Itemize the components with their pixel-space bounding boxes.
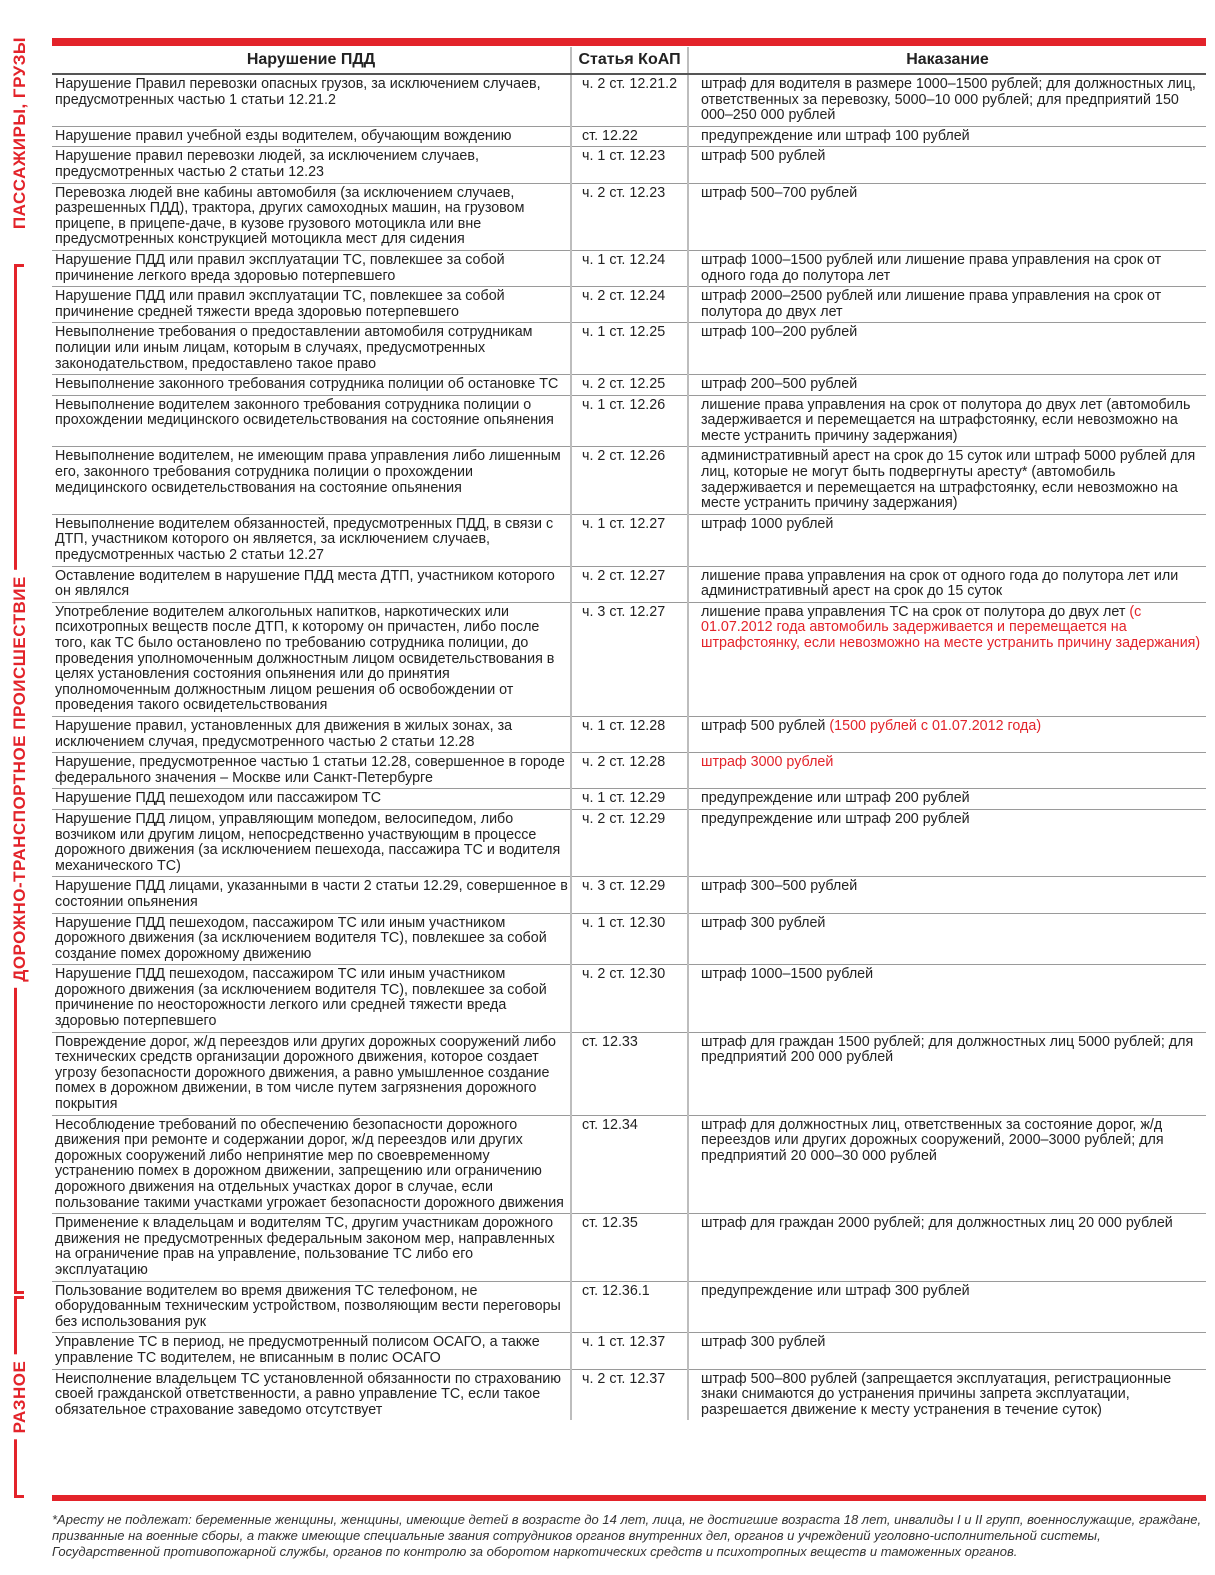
penalty-cell	[688, 514, 1206, 566]
section-label: ДОРОЖНО-ТРАНСПОРТНОЕ ПРОИСШЕСТВИЕ	[10, 570, 30, 988]
violation-cell: Невыполнение законного требования сотрудника полиции об остановке ТС	[52, 375, 571, 396]
table-row	[52, 375, 1206, 396]
article-cell: ч. 2 ст. 12.37	[571, 1369, 688, 1420]
article-cell: ст. 12.36.1	[571, 1281, 688, 1333]
violation-cell: Неисполнение владельцем ТС установленной обязанности по страхованию своей гражданской ответственности, а равно управление ТС, если такое обязательное страхование заведомо отсутствует	[55, 1370, 562, 1418]
header-article: Статья КоАП	[571, 47, 688, 74]
article-cell: ч. 2 ст. 12.28	[571, 753, 688, 789]
penalty-cell	[688, 789, 1206, 810]
article-cell: ч. 1 ст. 12.24	[571, 250, 688, 286]
article-cell: ч. 1 ст. 12.23	[571, 147, 688, 183]
article-cell: ст. 12.34	[571, 1115, 688, 1214]
table-row	[52, 126, 1206, 147]
penalty-cell	[688, 287, 1206, 323]
article-cell: ч. 2 ст. 12.24	[571, 287, 688, 323]
article-cell: ч. 3 ст. 12.29	[571, 877, 688, 913]
violation-cell: Употребление водителем алкогольных напитков, наркотических или психотропных веществ после ДТП, к которому он причастен, либо после того, как ТС было остановлено по требованию сотрудника полиции, до проведения уполномоченным должностным лицом освидетельствования в целях установления состояния опьянения или до принятия уполномоченным должностным лицом решения об освобождении от проведения такого освидетельствования	[52, 602, 571, 716]
violation-cell: Оставление водителем в нарушение ПДД места ДТП, участником которого он являлся	[52, 566, 571, 602]
penalty-cell	[688, 1032, 1206, 1115]
violations-table	[52, 47, 1206, 1420]
section-misc	[0, 1296, 50, 1498]
violation-cell: Нарушение ПДД лицом, управляющим мопедом, велосипедом, либо возчиком или другим лицом, непосредственно участвующим в процессе дорожного движения (за исключением пешехода, пассажира ТС и водителя механического ТС)	[52, 809, 571, 876]
penalty-text: штраф для должностных лиц, ответственных за состояние дорог, ж/д переездов или других дорожных сооружений, 2000–3000 рублей; для предприятий 20 000–30 000 рублей	[701, 1116, 1164, 1164]
penalty-text: штраф 100–200 рублей	[701, 324, 858, 341]
penalty-cell	[688, 74, 1206, 126]
penalty-text: лишение права управления на срок от полутора до двух лет (автомобиль задерживается и перемещается на штрафстоянку, если невозможно на месте устранить причину задержания)	[701, 396, 1191, 444]
penalty-text: предупреждение или штраф 100 рублей	[701, 127, 970, 144]
penalty-text: предупреждение или штраф 200 рублей	[701, 810, 970, 827]
bottom-red-bar	[52, 1495, 1206, 1501]
article-cell: ч. 2 ст. 12.29	[571, 809, 688, 876]
violation-cell: Невыполнение водителем обязанностей, предусмотренных ПДД, в связи с ДТП, участником которого он является, за исключением случаев, предусмотренных частью 2 статьи 12.27	[52, 514, 571, 566]
penalty-text: предупреждение или штраф 300 рублей	[701, 1282, 970, 1299]
penalty-text: лишение права управления ТС на срок от полутора до двух лет	[701, 603, 1126, 620]
top-red-bar	[52, 38, 1206, 46]
article-cell: ч. 2 ст. 12.26	[571, 447, 688, 514]
violation-cell: Перевозка людей вне кабины автомобиля (за исключением случаев, разрешенных ПДД), трактора, других самоходных машин, на грузовом прицепе, в прицепе-даче, в кузове грузового мотоцикла или вне предусмотренных конструкцией мотоцикла мест для сидения	[52, 183, 571, 250]
penalty-cell	[688, 126, 1206, 147]
penalty-text: штраф 500–800 рублей (запрещается эксплуатация, регистрационные знаки снимаются до устранения причины запрета эксплуатации, разрешается движение к месту устранения в течение суток)	[701, 1370, 1172, 1418]
violation-cell: Пользование водителем во время движения ТС телефоном, не оборудованным техническим устройством, позволяющим вести переговоры без использования рук	[52, 1281, 571, 1333]
table-row	[52, 323, 1206, 375]
penalty-cell	[688, 1369, 1206, 1420]
penalty-cell	[688, 913, 1206, 965]
table-row	[52, 1115, 1206, 1214]
article-cell: ч. 2 ст. 12.25	[571, 375, 688, 396]
table-row	[52, 1369, 1206, 1420]
penalty-text: штраф 300–500 рублей	[701, 878, 858, 895]
section-label: ПАССАЖИРЫ, ГРУЗЫ	[10, 31, 30, 235]
table-row	[52, 395, 1206, 447]
penalty-change-note: (с 01.07.2012 года автомобиль задерживается и перемещается на штрафстоянку, если невозможно на месте устранить причину задержания)	[701, 603, 1201, 651]
violation-cell: Нарушение ПДД пешеходом, пассажиром ТС или иным участником дорожного движения (за исключением водителя ТС), повлекшее за собой создание помех дорожному движению	[52, 913, 571, 965]
table-row	[52, 250, 1206, 286]
table-row	[52, 753, 1206, 789]
penalty-text: штраф 2000–2500 рублей или лишение права управления на срок от полутора до двух лет	[701, 288, 1162, 320]
table-row	[52, 877, 1206, 913]
violation-cell: Невыполнение требования о предоставлении автомобиля сотрудникам полиции или иным лицам, которым в случаях, предусмотренных законодательством, предоставлено такое право	[52, 323, 571, 375]
article-cell: ч. 1 ст. 12.26	[571, 395, 688, 447]
article-cell: ч. 1 ст. 12.37	[571, 1333, 688, 1369]
penalty-cell	[688, 250, 1206, 286]
penalty-cell	[688, 323, 1206, 375]
penalty-text: штраф 300 рублей	[701, 914, 826, 931]
article-cell: ч. 2 ст. 12.23	[571, 183, 688, 250]
table-row	[52, 602, 1206, 716]
article-cell: ч. 2 ст. 12.27	[571, 566, 688, 602]
penalty-text: штраф 1000 рублей	[701, 515, 834, 532]
article-cell: ч. 3 ст. 12.27	[571, 602, 688, 716]
penalty-text: штраф 1000–1500 рублей	[701, 966, 874, 983]
violation-cell: Нарушение ПДД пешеходом или пассажиром ТС	[52, 789, 571, 810]
penalty-cell	[688, 716, 1206, 752]
penalty-change-note: (1500 рублей с 01.07.2012 года)	[829, 717, 1042, 734]
violation-cell: Нарушение ПДД или правил эксплуатации ТС, повлекшее за собой причинение средней тяжести вреда здоровью потерпевшего	[52, 287, 571, 323]
penalty-text: штраф 200–500 рублей	[701, 376, 858, 393]
penalty-text: штраф 500 рублей	[701, 148, 826, 165]
penalty-text: предупреждение или штраф 200 рублей	[701, 790, 970, 807]
article-cell: ч. 1 ст. 12.25	[571, 323, 688, 375]
table-header-row	[52, 47, 1206, 74]
article-cell: ч. 1 ст. 12.27	[571, 514, 688, 566]
table-row	[52, 74, 1206, 126]
article-cell: ст. 12.33	[571, 1032, 688, 1115]
penalty-cell	[688, 1115, 1206, 1214]
violation-cell: Нарушение ПДД или правил эксплуатации ТС, повлекшее за собой причинение легкого вреда здоровью потерпевшего	[52, 250, 571, 286]
penalty-cell	[688, 965, 1206, 1032]
penalty-text: административный арест на срок до 15 суток или штраф 5000 рублей для лиц, которые не могут быть подвергнуты аресту* (автомобиль задерживается и перемещается на штрафстоянку, если невозможно на месте устранить причину задержания)	[701, 448, 1196, 512]
penalty-text: штраф для граждан 1500 рублей; для должностных лиц 5000 рублей; для предприятий 200 000 рублей	[701, 1033, 1194, 1066]
table-row	[52, 514, 1206, 566]
article-cell: ч. 2 ст. 12.30	[571, 965, 688, 1032]
penalty-cell	[688, 566, 1206, 602]
penalty-cell	[688, 183, 1206, 250]
article-cell: ч. 1 ст. 12.30	[571, 913, 688, 965]
penalty-text: штраф для водителя в размере 1000–1500 рублей; для должностных лиц, ответственных за перевозку, 5000–10 000 рублей; для предприятий 150 000–250 000 рублей	[701, 76, 1196, 124]
penalty-cell	[688, 1214, 1206, 1281]
penalty-text: штраф для граждан 2000 рублей; для должностных лиц 20 000 рублей	[701, 1215, 1173, 1232]
violation-cell: Нарушение правил учебной езды водителем, обучающим вождению	[52, 126, 571, 147]
penalty-cell	[688, 602, 1206, 716]
article-cell: ст. 12.35	[571, 1214, 688, 1281]
table-row	[52, 1032, 1206, 1115]
section-label: РАЗНОЕ	[10, 1355, 30, 1440]
footnote: *Аресту не подлежат: беременные женщины, женщины, имеющие детей в возрасте до 14 лет, лица, не достигшие возраста 18 лет, инвалиды I и II групп, военнослужащие, граждане, призванные на военные сборы, а также имеющие специальные звания сотрудников органов внутренних дел, органов и учреждений уголовно-исполнительной системы, Государственной противопожарной службы, органов по контролю за оборотом наркотических средств и психотропных веществ и таможенных органов.	[52, 1512, 1202, 1559]
table-row	[52, 1281, 1206, 1333]
violation-cell: Нарушение, предусмотренное частью 1 статьи 12.28, совершенное в городе федерального значения – Москве или Санкт-Петербурге	[52, 753, 571, 789]
header-penalty: Наказание	[688, 47, 1206, 74]
penalty-cell	[688, 147, 1206, 183]
table-row	[52, 913, 1206, 965]
table-row	[52, 789, 1206, 810]
violation-cell: Несоблюдение требований по обеспечению безопасности дорожного движения при ремонте и содержании дорог, ж/д переездов или других дорожных сооружений либо непринятие мер по своевременному устранению помех в дорожном движении, запрещению или ограничению дорожного движения на отдельных участках дорог в случае, если пользование такими участками угрожает безопасности дорожного движения	[52, 1115, 571, 1214]
table-row	[52, 287, 1206, 323]
penalty-cell	[688, 375, 1206, 396]
violation-cell: Нарушение ПДД пешеходом, пассажиром ТС или иным участником дорожного движения (за исключением водителя ТС), повлекшее за собой причинение по неосторожности легкого или средней тяжести вреда здоровью потерпевшего	[52, 965, 571, 1032]
penalty-cell	[688, 809, 1206, 876]
penalty-text: штраф 300 рублей	[701, 1334, 826, 1351]
table-row	[52, 1214, 1206, 1281]
table-row	[52, 1333, 1206, 1369]
violation-cell: Невыполнение водителем законного требования сотрудника полиции о прохождении медицинского освидетельствования на состояние опьянения	[52, 395, 571, 447]
table-row	[52, 716, 1206, 752]
table-row	[52, 566, 1206, 602]
header-violation: Нарушение ПДД	[52, 47, 571, 74]
section-passengers-cargo	[0, 2, 50, 264]
penalty-cell	[688, 753, 1206, 789]
section-road-accident	[0, 264, 50, 1294]
violation-cell: Управление ТС в период, не предусмотренный полисом ОСАГО, а также управление ТС водителем, не вписанным в полис ОСАГО	[52, 1333, 571, 1369]
article-cell: ч. 2 ст. 12.21.2	[571, 74, 688, 126]
penalty-text: штраф 1000–1500 рублей или лишение права управления на срок от одного года до полутора лет	[701, 251, 1162, 284]
article-cell: ч. 1 ст. 12.28	[571, 716, 688, 752]
violation-cell: Нарушение правил перевозки людей, за исключением случаев, предусмотренных частью 2 статьи 12.23	[52, 147, 571, 183]
table-row	[52, 965, 1206, 1032]
table-row	[52, 809, 1206, 876]
table-row	[52, 447, 1206, 514]
penalty-cell	[688, 447, 1206, 514]
table-row	[52, 147, 1206, 183]
article-cell: ч. 1 ст. 12.29	[571, 789, 688, 810]
penalty-cell	[688, 1333, 1206, 1369]
violation-cell: Повреждение дорог, ж/д переездов или других дорожных сооружений либо технических средств организации дорожного движения, которое создает угрозу безопасности дорожного движения, а равно умышленное создание помех в дорожном движении, в том числе путем загрязнения дорожного покрытия	[52, 1032, 571, 1115]
table-row	[52, 183, 1206, 250]
penalty-text: лишение права управления на срок от одного года до полутора лет или административный арест на срок до 15 суток	[701, 567, 1179, 600]
violation-cell: Нарушение Правил перевозки опасных грузов, за исключением случаев, предусмотренных частью 1 статьи 12.21.2	[52, 74, 571, 126]
penalty-cell	[688, 877, 1206, 913]
article-cell: ст. 12.22	[571, 126, 688, 147]
penalty-cell	[688, 395, 1206, 447]
violation-cell: Невыполнение водителем, не имеющим права управления либо лишенным его, законного требования сотрудника полиции о прохождении медицинского освидетельствования на состояние опьянения	[52, 447, 571, 514]
violation-cell: Нарушение ПДД лицами, указанными в части 2 статьи 12.29, совершенное в состоянии опьянения	[52, 877, 571, 913]
penalty-text: штраф 500–700 рублей	[701, 184, 858, 201]
penalty-change-note: штраф 3000 рублей	[701, 754, 834, 771]
violation-cell: Нарушение правил, установленных для движения в жилых зонах, за исключением случая, предусмотренного частью 2 статьи 12.28	[52, 716, 571, 752]
violation-cell: Применение к владельцам и водителям ТС, другим участникам дорожного движения не предусмотренных федеральным законом мер, направленных на ограничение прав на управление, пользование ТС либо его эксплуатацию	[52, 1214, 571, 1281]
penalty-text: штраф 500 рублей	[701, 717, 826, 734]
penalty-cell	[688, 1281, 1206, 1333]
